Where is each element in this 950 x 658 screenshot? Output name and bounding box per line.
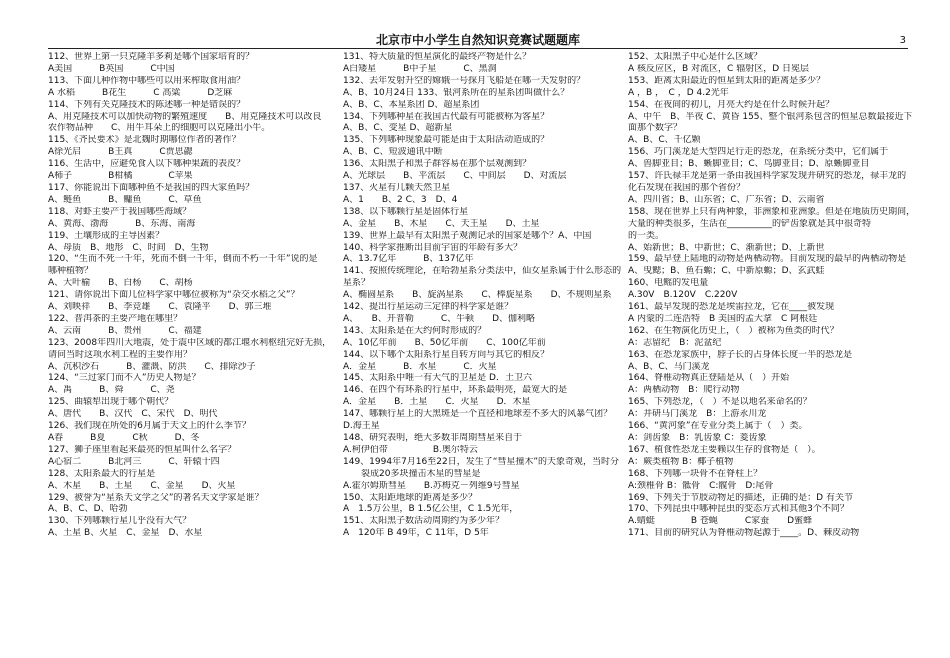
question-line: 114、下列有关克隆技术的陈述哪一种是错误的？ [48,99,246,110]
question-line: A：剑齿象 B：乳齿象 C：菱齿象 [628,433,767,443]
question-line: 145、太阳系中唯一有大气的卫星是 D．土卫六 [343,373,532,384]
question-line: 132、去年发射升空的嫦娥一号探月飞船是在哪一天发射的？ [343,75,586,86]
question-line: 162、在生物演化历史上，（ ）被称为鱼类的时代？ [628,325,839,336]
question-line: A.蜻蜓 B 苍蝇 C家蚕 D蜜蜂 [628,516,813,527]
question-line: A．金星 B．水星 C．火星 [343,361,497,372]
question-line: A、兽脚亚目；B、蜥脚亚目；C、鸟脚亚目；D、原蜥脚亚目 [628,159,870,170]
question-line: 161、最早发现的恐龙是埃雷拉龙，它在____被发现 [628,302,835,313]
question-line: 169、下列关于节肢动物足的描述，正确的是：D 有关节 [628,492,853,503]
question-line: A美国 B英国 C中国 [48,63,175,74]
question-line: 113、下面几种作物中哪些可以用来榨取食用油？ [48,75,246,86]
question-line: 126、我们现在所处的6月属于天文上的什么季节？ [48,421,251,432]
question-line: A、鲢鱼 B、鳙鱼 C、草鱼 [48,194,202,205]
question-line: 116、生活中，应避免食入以下哪种果蔬的表皮？ [48,159,246,170]
question-line: A、10亿年前 B、50亿年前 C、100亿年前 [343,337,546,348]
question-line: A 核反应区，B 对流区，C 辐射区，D 日冕层 [628,63,809,74]
question-line: A 内蒙的二连浩特 B 美国的孟大拿 C 阿根廷 [628,313,818,324]
question-line: A、13.7亿年 B、137亿年 [343,254,474,265]
question-line: A：志留纪 B：泥盆纪 [628,337,722,348]
question-line: A．金星 B．土星 C．火星 D．木星 [343,397,531,408]
question-line: 面那个数字？ [628,123,683,134]
question-line: A.30V B.120V C.220V [628,290,738,301]
page-number: 3 [899,35,906,46]
question-line: 131、特大质量的恒星演化的最终产物是什么？ [343,52,532,62]
question-line: A、云南 B、贵州 C、福建 [48,325,202,336]
question-line: A徐光启 B王真 C贾思勰 [48,147,193,158]
question-line: 147、哪颗行星上的大黑斑是一个直径和地球差不多大的风暴气团？ [343,409,613,420]
question-line: A心宿二 B北河三 C、轩辕十四 [48,456,220,467]
question-line: 143、太阳系是在大约何时形成的？ [343,325,487,336]
question-line: 148、研究表明，绝大多数非周期彗星来自于 [343,433,523,443]
page-title: 北京市中小学生自然知识竞赛试题题库 [375,33,580,47]
question-line: 165、下列恐龙，（ ）不是以地名来命名的？ [628,397,812,408]
question-line: A、B、C、短波通讯中断 [343,147,443,158]
question-line: 151、太阳黑子数活动周期约为多少年？ [343,516,505,527]
question-line: 大量的种类很多，生活在__________的铲齿象就是其中很奇特 [628,218,872,229]
question-line: A、B、C、马门溪龙 [628,361,710,372]
question-line: A、B、C、D、哈勃 [48,504,128,515]
question-line: 112、世界上第一只克隆羊多莉是哪个国家培育的？ [48,52,255,62]
question-line: 146、在四个有环系的行星中，环系最明亮，最宽大的是 [343,385,568,396]
question-line: D.海王星 [343,421,380,432]
question-line: 130、下列哪颗行星几乎没有大气？ [48,516,192,527]
question-line: A 水稻 B花生 C 高粱 D芝麻 [48,87,233,98]
question-line: 159、最早登上陆地的动物是两栖动物。目前发现的最早的两栖动物是 [628,254,907,265]
question-line: 125、曲辕犁出现于哪个朝代？ [48,397,174,408]
question-line: 142、提出行星运动三定律的科学家是谁？ [343,302,514,313]
question-line: 129、被誉为“星系天文学之父”的著名天文学家是谁？ [48,492,264,503]
question-line: A、木星 B、土星 C、金星 D、火星 [48,480,236,491]
question-line: 168、下列哪一块骨不在脊柱上？ [628,468,763,479]
question-line: 150、太阳距地球的距离是多少？ [343,492,478,503]
question-line: 119、土壤形成的主导因素？ [48,230,165,241]
question-line: 171、目前的研究认为脊椎动物起源于____。D、棘皮动物 [628,528,860,539]
question-line: A 120年 B 49年，C 11年，D 5年 [343,528,489,539]
question-line: 139、世界上最早有太阳黑子观测记录的国家是哪个？A、中国 [343,230,592,241]
question-line: A、B、10月24日 133、银河系所在的星系团叫做什么？ [343,87,570,98]
question-line: A、四川省；B、山东省；C、广东省；D、云南省 [628,194,825,205]
question-line: 115、《齐民要术》是北魏时期哪位作者的著作？ [48,135,241,146]
question-line: A、椭圆星系 B、旋涡星系 C、棒旋星系 D、不规则星系 [343,290,612,301]
question-line: A、 B、开普勒 C、牛顿 D、伽利略 [343,313,536,324]
question-line: 137、火星有几颗天然卫星 [343,182,451,193]
question-line: 128、太阳系最大的行星是 [48,468,156,479]
question-line: 164、脊椎动物真正登陆是从（ ）开始 [628,373,790,384]
question-line: 141、按照传统理论，在哈勃星系分类法中，仙女星系属于什么形态的 [343,266,622,277]
question-line: 裂成20多块撞击木星的彗星是 [361,468,481,479]
question-line: A、土星 B、火星 C、金星 D、水星 [48,528,203,539]
question-line: 136、太阳黑子和黑子群容易在那个层观测到？ [343,159,532,170]
question-line: 149、1994年7月16至22日，发生了“彗星撞木”的天象奇观，当时分 [343,456,620,467]
question-line: A ，B ， C ，D 4.2光年 [628,87,729,98]
question-line: 121、请你说出下面几位科学家中哪位被称为“杂交水稻之父”？ [48,290,300,301]
question-line: A、B、C、变星 D、超新星 [343,123,453,134]
question-line: A、中午 B、半夜 C、黄昏 155、整个银河系包含的恒星总数最接近下 [628,111,913,122]
question-line: A、母质 B、地形 C、时间 D、生物 [48,242,209,253]
question-line: 154、在夜间的初几，月亮大约是在什么时候升起？ [628,99,835,110]
page-header [48,34,908,49]
question-line: A柿子 B柑橘 C苹果 [48,171,193,182]
question-line: A.霍尔姆斯彗星 B.苏梅克－列维9号彗星 [343,480,520,491]
question-line: 哪种植物？ [48,266,94,277]
question-line: A：蕨类植物 B：椰子植物 [628,456,734,467]
question-line: 的一类。 [628,230,665,241]
question-line: A、用克隆技术可以加快动物的繁殖速度 B、用克隆技术可以改良 [48,111,322,122]
question-line: 167、植食性恐龙主要赖以生存的食物是（ ）。 [628,444,821,455]
question-line: A、曳鳃；B、鱼石螈；C、中新原螈；D、玄武蛙 [628,266,825,277]
column-left [48,52,336,540]
question-line: A、刘映祥 B、李竞雄 C、袁隆平 D、郭三堆 [48,302,272,313]
question-line: A白矮星 B中子星 C、黑洞 [343,63,497,74]
question-line: A:颈椎骨 B：骶骨 C:髋骨 D:尾骨 [628,480,774,491]
question-line: A、光球层 B、平流层 C、中间层 D、对流层 [343,171,567,182]
column-middle [343,52,631,540]
question-line: 134、下列哪种星在我国古代最有可能被称为客星？ [343,111,550,122]
question-line: A 1.5万公里，B 1.5亿公里，C 1.5光年， [343,504,519,515]
question-line: A、始新世；B、中新世；C、渐新世；D、上新世 [628,242,825,253]
question-line: A、禹 B、舜 C、尧 [48,385,175,396]
question-line: 138、以下哪颗行星是固体行星 [343,206,469,217]
question-line: A：两栖动物 B：爬行动物 [628,385,740,396]
question-line: 120、“生而不死一千年，死而不倒一千年，倒而不朽一千年”说的是 [48,254,318,265]
question-line: 153、距离太阳最近的恒星到太阳的距离是多少？ [628,75,826,86]
question-line: A.柯伊伯带 B.奥尔特云 [343,444,478,455]
question-line: 117、你能说出下面哪种鱼不是我国的四大家鱼吗？ [48,182,255,193]
question-line: 化石发现在我国的那个省份？ [628,182,746,193]
question-line: 星系？ [343,278,371,289]
question-line: 140、科学家推断出目前宇宙的年龄有多大？ [343,242,523,253]
question-line: A、B、C、本星系团 D、超星系团 [343,99,480,110]
question-line: A春 B夏 C秋 D、冬 [48,433,200,443]
column-right [628,52,916,540]
question-line: 160、电鳐的发电量 [628,278,709,289]
question-line: A：井研马门溪龙 B：上游永川龙 [628,409,767,420]
question-line: 163、在恐龙家族中，脖子长的占身体长度一半的恐龙是 [628,349,853,360]
question-line: A、B、C、千亿颗 [628,135,701,146]
question-line: 166、“黄河象”在专业分类上属于（ ）类。 [628,421,808,432]
question-line: 123、2008年四川大地震，处于震中区域的都江堰水利枢纽完好无损， [48,337,332,348]
question-line: A、黄海、渤海 B、东海、南海 [48,218,196,229]
question-line: 144、以下哪个太阳系行星自转方向与其它的相反？ [343,349,550,360]
question-line: 135、下列哪种现象最可能是由于太阳活动造成的？ [343,135,550,146]
question-line: A、唐代 B、汉代 C、宋代 D、明代 [48,409,218,420]
question-line: 152、太阳黑子中心是什么区域？ [628,52,763,62]
question-line: A、沉积沙石 B、灌溉、防洪 C、排除沙子 [48,361,256,372]
question-line: 127、狮子座里看起来最亮的恒星叫什么名字？ [48,444,237,455]
question-line: 124、“三过家门而不入”历史人物是？ [48,373,201,384]
question-line: 156、巧门溪龙是大型四足行走的恐龙，在系统分类中，它们属于 [628,147,889,158]
question-line: 请问当时这项水利工程的主要作用？ [48,349,193,360]
question-line: 122、普洱茶的主要产地在哪里？ [48,313,183,324]
question-line: 农作物品种 C、用牛耳朵上的细胞可以克隆出小牛。 [48,123,271,134]
question-line: 157、许氏禄丰龙是第一条由我国科学家发现并研究的恐龙，禄丰龙的 [628,171,907,182]
question-line: A、金星 B、木星 C、天王星 D、土星 [343,218,540,229]
question-line: 158、现在世界上只有两种象，非洲象和亚洲象。但是在地质历史期间， [628,206,916,217]
question-line: A、大叶榆 B、白杨 C、胡杨 [48,278,193,289]
question-line: 170、下列昆虫中哪种昆虫的变态方式和其他3个不同？ [628,504,849,515]
question-line: A、1 B、2 C、3 D、4 [343,194,458,205]
question-line: 118、对虾主要产于我国哪些海域？ [48,206,192,217]
